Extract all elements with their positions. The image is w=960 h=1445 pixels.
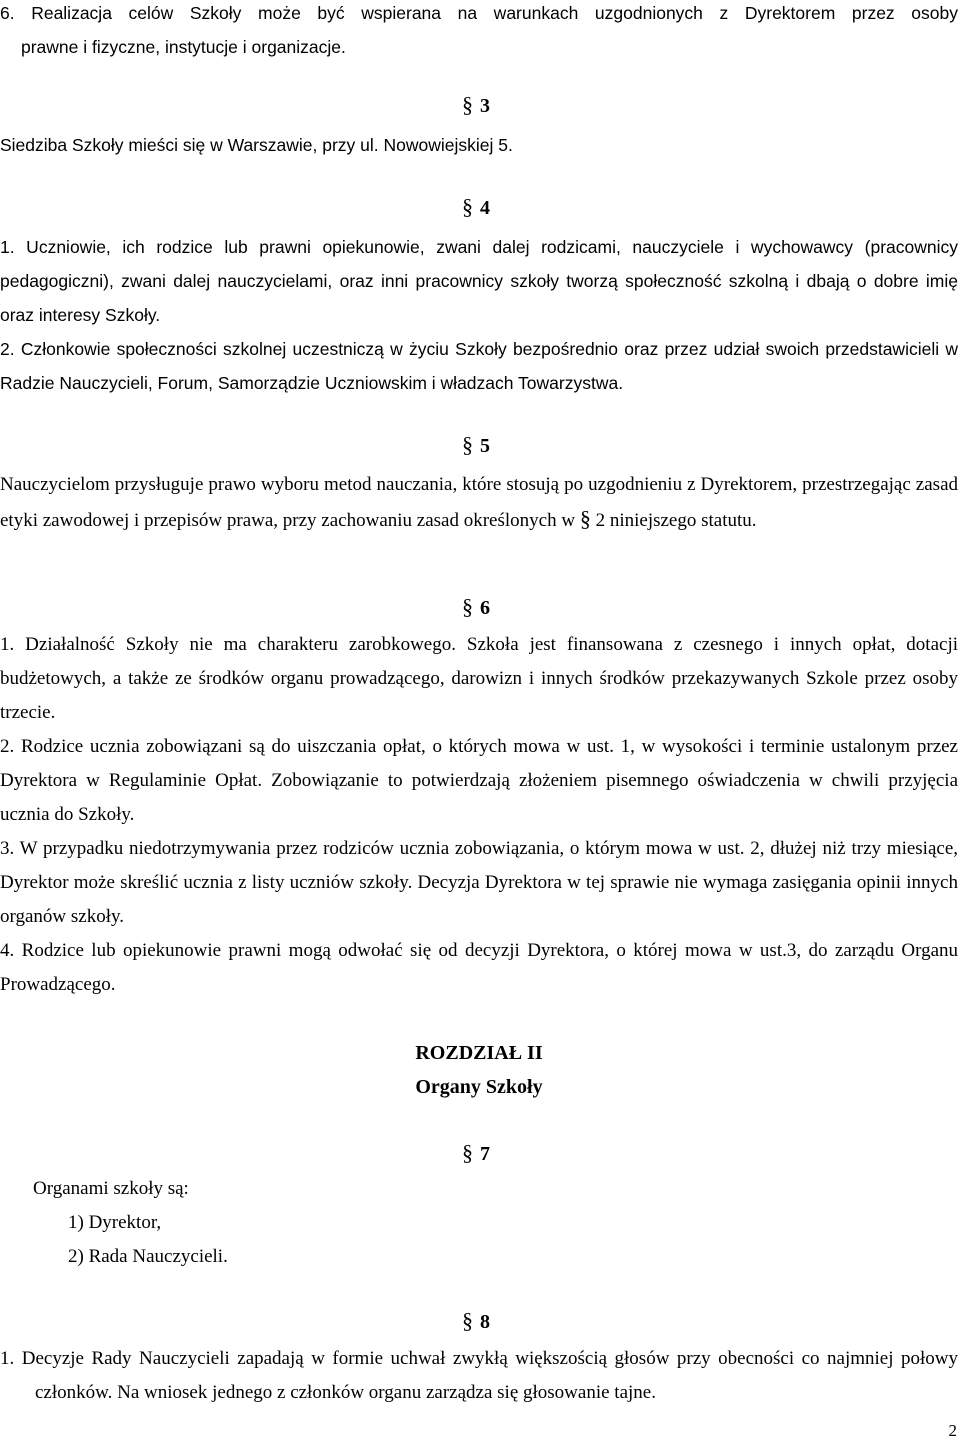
section-6-p2	[0, 730, 958, 832]
section-7-heading	[462, 1140, 490, 1166]
section-6-p4	[0, 934, 958, 1002]
section-number: 8	[480, 1311, 490, 1333]
section-4-p2	[0, 332, 958, 400]
section-symbol: §	[462, 194, 473, 219]
section-6-p2-text: 2. Rodzice ucznia zobowiązani są do uiszczania opłat, o których mowa w ust. 1, w wysokości i terminie ustalonym przez Dyrektora w Regulaminie Opłat. Zobowiązanie to potwierdzają złożeniem pisemnego oświadczenia w chwili przyjęcia ucznia do Szkoły.	[0, 736, 958, 825]
section-5-text-a: Nauczycielom przysługuje prawo wyboru metod nauczania, które stosują po uzgodnieniu z Dyrektorem, przestrzegając zasad etyki zawodowej i przepisów prawa, przy zachowaniu zasad określonych w	[0, 474, 958, 531]
section-number: 4	[480, 197, 490, 219]
section-6-p3	[0, 832, 958, 934]
section-symbol: §	[462, 432, 473, 457]
section-5-text-b: 2 niniejszego statutu.	[590, 510, 757, 531]
section-4-p1	[0, 230, 958, 332]
section-8-p1-text: 1. Decyzje Rady Nauczycieli zapadają w formie uchwał zwykłą większością głosów przy obecności co najmniej połowy członków. Na wniosek jednego z członków organu zarządza się głosowanie tajne.	[0, 1348, 958, 1403]
section-6-p1	[0, 628, 958, 730]
organ-list-item: 1) Dyrektor,	[68, 1212, 162, 1233]
section-6-p1-text: 1. Działalność Szkoły nie ma charakteru zarobkowego. Szkoła jest finansowana z czesnego i innych opłat, dotacji budżetowych, a także ze środków organu prowadzącego, darowizn i innych środków przekazywanych Szkole przez osoby trzecie.	[0, 634, 958, 723]
organ-list-item: 2) Rada Nauczycieli.	[68, 1246, 228, 1267]
section-3-text: Siedziba Szkoły mieści się w Warszawie, przy ul. Nowowiejskiej 5.	[0, 135, 513, 155]
chapter-subtitle: Organy Szkoły	[415, 1076, 543, 1098]
p6-line1: 6. Realizacja celów Szkoły może być wspierana na warunkach uzgodnionych z Dyrektorem przez osoby	[0, 3, 958, 23]
section-5-heading	[462, 432, 490, 458]
section-8-heading	[462, 1308, 490, 1334]
section-8-p1	[0, 1342, 958, 1410]
section-4-p1-text: 1. Uczniowie, ich rodzice lub prawni opiekunowie, zwani dalej rodzicami, nauczyciele i wychowawcy (pracownicy pedagogiczni), zwani dalej nauczycielami, oraz inni pracownicy szkoły tworzą społeczność szkolną i dbają o dobre imię oraz interesy Szkoły.	[0, 237, 958, 325]
section-number: 3	[480, 95, 490, 117]
section-number: 7	[480, 1143, 490, 1165]
section-5-text	[0, 468, 958, 538]
section-symbol: §	[462, 1140, 473, 1165]
section-ref-symbol: §	[579, 506, 591, 531]
section-7-intro: Organami szkoły są:	[33, 1178, 189, 1199]
page-number: 2	[948, 1421, 957, 1440]
chapter-title: ROZDZIAŁ II	[415, 1042, 543, 1064]
p6-line2: prawne i fizyczne, instytucje i organizacje.	[21, 37, 346, 57]
section-symbol: §	[462, 594, 473, 619]
section-number: 5	[480, 435, 490, 457]
section-symbol: §	[462, 92, 473, 117]
section-6-p4-text: 4. Rodzice lub opiekunowie prawni mogą odwołać się od decyzji Dyrektora, o której mowa w ust.3, do zarządu Organu Prowadzącego.	[0, 940, 958, 995]
section-number: 6	[480, 597, 490, 619]
section-3-heading	[462, 92, 490, 118]
section-4-p2-text: 2. Członkowie społeczności szkolnej uczestniczą w życiu Szkoły bezpośrednio oraz przez udział swoich przedstawicieli w Radzie Nauczycieli, Forum, Samorządzie Uczniowskim i władzach Towarzystwa.	[0, 339, 958, 393]
section-symbol: §	[462, 1308, 473, 1333]
section-4-heading	[462, 194, 490, 220]
section-6-p3-text: 3. W przypadku niedotrzymywania przez rodziców ucznia zobowiązania, o którym mowa w ust. 2, dłużej niż trzy miesiące, Dyrektor może skreślić ucznia z listy uczniów szkoły. Decyzja Dyrektora w tej sprawie nie wymaga zasięgania opinii innych organów szkoły.	[0, 838, 958, 927]
section-6-heading	[462, 594, 490, 620]
paragraph-p6	[0, 0, 958, 64]
